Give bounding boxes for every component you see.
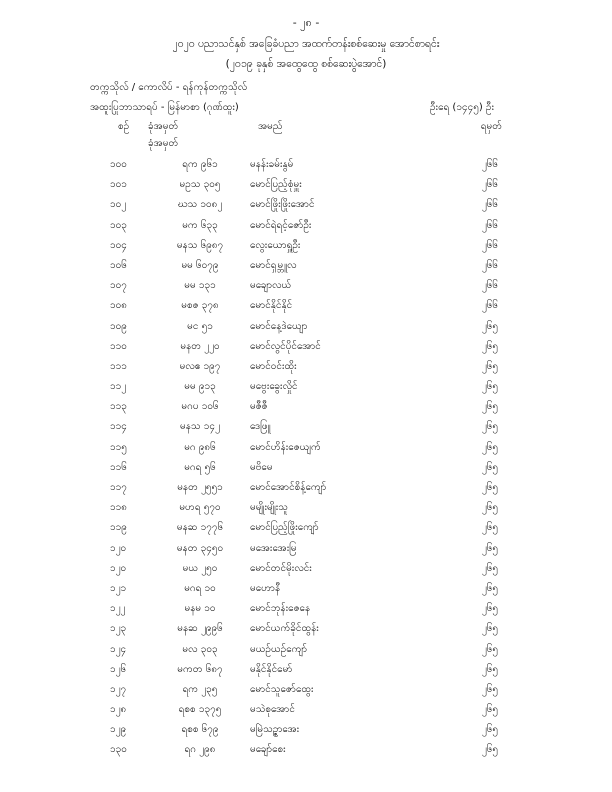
table-row — [0, 581, 612, 601]
student-name: မောင်ရဲရင့်ဇော်ဦး — [250, 219, 312, 231]
student-name: မောင်ယက်ခိုင်ထွန်း — [250, 623, 319, 635]
student-name: မောင်တင်မိုးလင်း — [250, 562, 312, 574]
roll-number: မနတ ၂၅၅၁ — [177, 482, 223, 493]
score: ၂၆၅ — [481, 683, 498, 695]
student-name: ဒေဖြူ — [250, 421, 271, 433]
roll-number: မနသ ၆၉၈၇ — [176, 239, 224, 251]
row-number: ၁၂၀ — [110, 542, 127, 554]
score: ၂၆၅ — [481, 421, 498, 433]
roll-number: ရက ၉၆၁ — [182, 159, 218, 170]
row-number: ၁၂၈ — [110, 704, 127, 716]
student-name: မောင်ဘုန်းဇေနေ — [250, 603, 311, 615]
roll-number: မဂပ ၁၀၆ — [181, 401, 219, 413]
roll-number: မနဆ ၂၉၉၆ — [177, 623, 223, 635]
score: ၂၆၅ — [481, 603, 498, 615]
table-row — [0, 319, 612, 339]
student-name: လွေးယောရှူဦး — [250, 239, 301, 251]
row-number: ၁၀၂ — [110, 199, 127, 211]
score: ၂၆၅ — [481, 381, 498, 393]
row-number: ၁၀၃ — [110, 219, 127, 231]
table-row — [0, 359, 612, 379]
row-number: ၁၁၃ — [110, 401, 127, 413]
student-name: မချော်စေး — [250, 744, 286, 756]
column-header-mark: ရမှတ် — [480, 121, 502, 132]
student-name: မချောလယ် — [250, 280, 292, 292]
score: ၂၆၆ — [481, 179, 498, 191]
student-name: မမြဲသဉ္ဇာအေး — [250, 724, 300, 736]
student-name: မောင်သူဇော်ထွေး — [250, 683, 314, 695]
roll-number: မဂရ ၁၀ — [184, 582, 216, 594]
score: ၂၆၆ — [481, 199, 498, 211]
column-header-no: စဉ် — [118, 121, 130, 132]
roll-number: မက ၆၃၃ — [182, 219, 218, 231]
roll-number: မဂရ ၅၆ — [184, 461, 216, 473]
score: ၂၆၅ — [481, 320, 498, 332]
row-number: ၁၂၁ — [110, 582, 127, 594]
table-row — [0, 379, 612, 399]
document-title: ၂၀၂၀ ပညာသင်နှစ် အခြေခံပညာ အထက်တန်းစစ်ဆေးမှု အောင်စာရင်း — [172, 38, 440, 50]
student-name: မောင်လွင်ပိုင်အောင် — [250, 340, 321, 352]
row-number: ၁၂၆ — [110, 663, 127, 675]
roll-number: မနဆ ၁၇၇၆ — [176, 522, 224, 534]
roll-number: မမ ၆၀၇၉ — [181, 259, 219, 271]
roll-number: မစဇ ၃၇၈ — [181, 300, 219, 312]
roll-number: ရဂ ၂၉၈ — [184, 744, 216, 756]
row-number: ၁၁၁ — [110, 360, 127, 372]
score: ၂၆၆ — [481, 280, 498, 292]
student-name: မသဲစုအောင် — [250, 704, 295, 716]
roll-number: မဥသ ၃၀၅ — [179, 179, 221, 191]
table-row — [0, 238, 612, 258]
column-header-roll-line2: ခုံအမှတ် — [148, 138, 179, 149]
row-number: ၁၂၂ — [110, 603, 126, 615]
row-number: ၁၀၉ — [110, 320, 127, 332]
roll-number: မမ ၉၁၃ — [184, 381, 216, 393]
score: ၂၆၅ — [481, 562, 498, 574]
table-row — [0, 298, 612, 318]
row-number: ၁၀၁ — [110, 179, 127, 191]
student-name: မယဉ်ယဉ်ကျော် — [250, 643, 308, 655]
score: ၂၆၅ — [481, 522, 498, 534]
score: ၂၆၅ — [481, 542, 498, 554]
table-row — [0, 561, 612, 581]
student-name: မအေးအေးမြ — [250, 542, 297, 554]
student-name: မောင်ပြည့်စုံမှူး — [250, 179, 302, 191]
table-row — [0, 621, 612, 641]
table-row — [0, 662, 612, 682]
student-name: မနိုင်နိုင်မော် — [250, 663, 293, 675]
table-row — [0, 197, 612, 217]
division-label: တက္ကသိုလ် / ကောလိပ် - ရန်ကုန်တက္ကသိုလ် — [90, 82, 248, 93]
score: ၂၆၅ — [481, 663, 498, 675]
row-number: ၁၁၅ — [110, 441, 127, 453]
row-number: ၁၁၈ — [110, 502, 127, 514]
row-number: ၁၀၀ — [110, 159, 127, 170]
student-name: မဇီဇီ — [250, 401, 268, 413]
student-name: မောင်ဝင်းထိုး — [250, 360, 297, 372]
student-name: မောင်အောင်စိန့်ကျော် — [250, 482, 327, 493]
subject-label: အထူးပြုဘာသာရပ် - မြန်မာစာ (ဂုဏ်ထူး) — [90, 102, 239, 113]
student-name: မဟောနီ — [250, 582, 281, 594]
score: ၂၆၅ — [481, 643, 498, 655]
student-name: မောင်ဟိန်းဇေယျက် — [250, 441, 321, 453]
row-number: ၁၁၄ — [110, 421, 127, 433]
table-row — [0, 157, 612, 177]
roll-number: မနမ ၁၀ — [184, 603, 216, 615]
student-name: မောင်ပြည့်ဖြိုးကျော် — [250, 522, 319, 534]
row-number: ၁၁၉ — [110, 522, 127, 534]
student-name: မောင်နေ့ဒဲယျော — [250, 320, 308, 332]
roll-number: မလဧ ၁၉၇ — [179, 360, 221, 372]
roll-number: မနတ ၂၂၀ — [180, 340, 220, 352]
row-number: ၁၀၇ — [110, 280, 127, 292]
results-list — [0, 157, 612, 763]
roll-number: မကတ ၆၈၇ — [177, 663, 223, 675]
page-number: - ၂၈ - — [292, 16, 320, 29]
table-row — [0, 218, 612, 238]
table-row — [0, 460, 612, 480]
score: ၂၆၅ — [481, 582, 498, 594]
score: ၂၆၅ — [481, 482, 498, 493]
row-number: ၁၀၄ — [110, 239, 127, 251]
score: ၂၆၆ — [481, 259, 498, 271]
score: ၂၆၅ — [481, 461, 498, 473]
roll-number: ဃသ ၁၀၈၂ — [177, 199, 223, 211]
table-row — [0, 480, 612, 500]
score: ၂၆၆ — [481, 159, 498, 170]
total-count-label: ဦးရေ (၁၄၄၅) ဦး — [429, 102, 494, 113]
score: ၂၆၅ — [481, 744, 498, 756]
student-name: မောင်ရှမ္ဘူလ — [250, 259, 297, 271]
table-row — [0, 399, 612, 419]
roll-number: ရစစ ၆၇၉ — [181, 724, 219, 736]
table-row — [0, 278, 612, 298]
student-name: မောင်ဖြိုးဖြိုးအောင် — [250, 199, 315, 211]
roll-number: မင ၅၁ — [187, 320, 213, 332]
student-name: မမျိုးမျိုးသူ — [250, 502, 288, 514]
roll-number: ရစစ ၁၃၇၅ — [178, 704, 222, 716]
row-number: ၁၂၉ — [110, 724, 127, 736]
score: ၂၆၅ — [481, 360, 498, 372]
score: ၂၆၅ — [481, 502, 498, 514]
table-row — [0, 541, 612, 561]
table-row — [0, 601, 612, 621]
roll-number: မနသ ၁၄၂ — [180, 421, 220, 433]
row-number: ၁၃၀ — [110, 744, 127, 756]
column-header-name: အမည် — [258, 121, 283, 132]
table-row — [0, 682, 612, 702]
score: ၂၆၆ — [481, 239, 498, 251]
table-row — [0, 500, 612, 520]
row-number: ၁၂၃ — [110, 623, 127, 635]
roll-number: ရက ၂၃၅ — [182, 683, 218, 695]
table-row — [0, 702, 612, 722]
row-number: ၁၀၈ — [110, 300, 127, 312]
roll-number: မလ ၃၀၃ — [182, 643, 218, 655]
score: ၂၆၅ — [481, 704, 498, 716]
table-row — [0, 177, 612, 197]
table-row — [0, 642, 612, 662]
score: ၂၆၆ — [481, 300, 498, 312]
roll-number: မမ ၁၃၁ — [184, 280, 216, 292]
table-row — [0, 742, 612, 762]
score: ၂၆၅ — [481, 340, 498, 352]
row-number: ၁၂၇ — [110, 683, 127, 695]
table-row — [0, 722, 612, 742]
score: ၂၆၅ — [481, 724, 498, 736]
row-number: ၁၁၀ — [110, 340, 127, 352]
row-number: ၁၁၂ — [110, 381, 127, 393]
roll-number: မဟရ ၅၇၀ — [179, 502, 221, 514]
table-row — [0, 419, 612, 439]
score: ၂၆၅ — [481, 401, 498, 413]
row-number: ၁၀၆ — [110, 259, 127, 271]
score: ၂၆၅ — [481, 441, 498, 453]
roll-number: မနတ ၃၄၅၀ — [176, 542, 224, 554]
table-row — [0, 520, 612, 540]
roll-number: မဂ ၉၈၆ — [184, 441, 216, 453]
row-number: ၁၁၆ — [110, 461, 127, 473]
table-row — [0, 440, 612, 460]
student-name: မဗိမေ — [250, 461, 273, 473]
student-name: မနန်းခမ်းနွမ် — [250, 159, 294, 170]
score: ၂၆၅ — [481, 623, 498, 635]
table-row — [0, 339, 612, 359]
table-row — [0, 258, 612, 278]
row-number: ၁၁၇ — [110, 482, 127, 493]
score: ၂၆၆ — [481, 219, 498, 231]
student-name: မောင်နိုင်နိုင် — [250, 300, 293, 312]
document-subtitle: (၂၀၁၉ ခုနှစ် အထွေထွေ စစ်ဆေးပွဲအောင်) — [225, 58, 387, 70]
student-name: မဗွေးခွေးလှိုင် — [250, 381, 298, 393]
row-number: ၁၂၄ — [110, 643, 127, 655]
column-header-roll: ခုံအမှတ် — [148, 121, 179, 132]
row-number: ၁၂၀ — [110, 562, 127, 574]
roll-number: မယ ၂၅၀ — [182, 562, 218, 574]
